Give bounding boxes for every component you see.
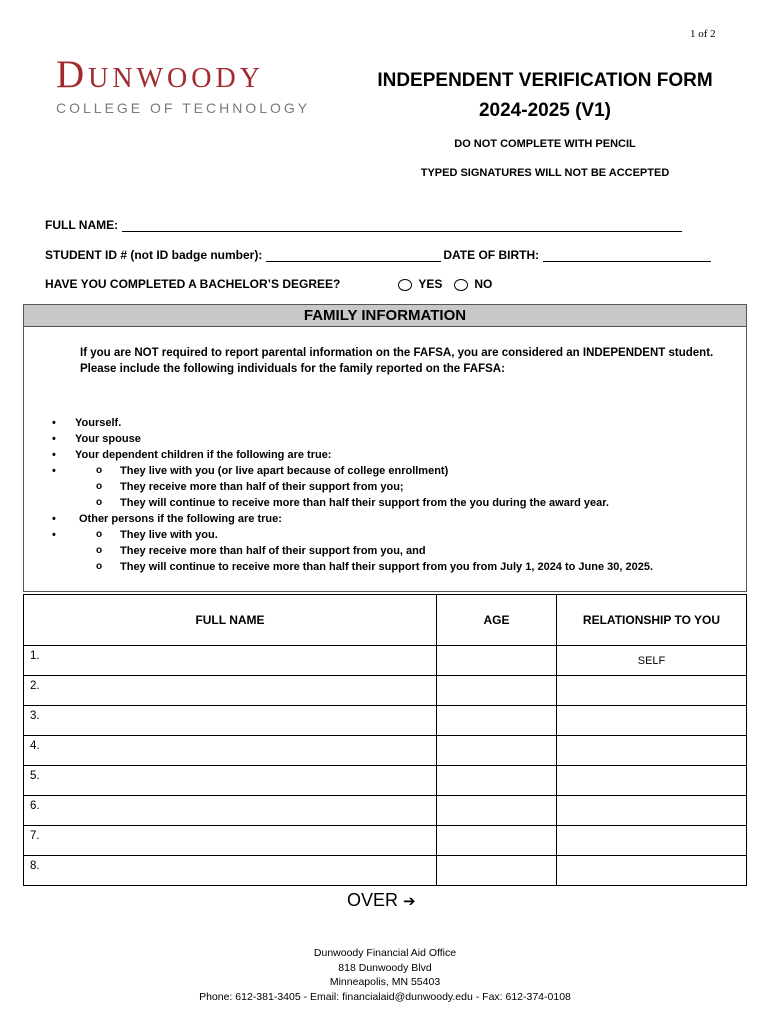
children-sublist xyxy=(48,463,738,511)
table-row xyxy=(24,766,747,796)
footer-address: 818 Dunwoody Blvd xyxy=(338,961,432,974)
table-header-row xyxy=(24,595,747,646)
table-row xyxy=(24,826,747,856)
row-relationship-cell[interactable] xyxy=(557,826,747,856)
row-number: 8. xyxy=(30,860,40,872)
student-id-field[interactable] xyxy=(266,249,441,262)
table-row xyxy=(24,856,747,886)
table-row xyxy=(24,706,747,736)
yes-label: YES xyxy=(418,277,443,291)
no-label: NO xyxy=(474,277,493,291)
over-label: OVER xyxy=(347,890,399,910)
degree-row xyxy=(45,277,492,291)
row-age-cell[interactable] xyxy=(437,796,557,826)
row-age-cell[interactable] xyxy=(437,676,557,706)
form-title-line1: INDEPENDENT VERIFICATION FORM xyxy=(377,70,713,91)
intro-independent: If you are NOT required to report parental information on the FAFSA, you are considered an INDEPENDENT student. xyxy=(80,347,714,359)
full-name-field[interactable] xyxy=(122,219,682,232)
row-age-cell[interactable] xyxy=(437,766,557,796)
bullet-children-text: Your dependent children if the following are true: xyxy=(75,449,332,461)
logo-wordmark xyxy=(56,53,326,96)
bullet-yourself: • Yourself. xyxy=(48,415,738,431)
family-information-section xyxy=(23,304,747,592)
logo-initial: D xyxy=(56,53,89,96)
dob-field[interactable] xyxy=(543,249,711,262)
pencil-notice: DO NOT COMPLETE WITH PENCIL xyxy=(454,138,636,150)
row-number: 1. xyxy=(30,650,40,662)
table-row xyxy=(24,796,747,826)
arrow-right-icon: ➔ xyxy=(403,893,416,910)
no-radio[interactable] xyxy=(454,279,468,291)
children-conditions xyxy=(48,463,738,511)
signature-notice: TYPED SIGNATURES WILL NOT BE ACCEPTED xyxy=(420,167,670,179)
header-full-name: FULL NAME xyxy=(24,595,437,646)
dob-label: DATE OF BIRTH: xyxy=(443,248,540,262)
row-full-name-cell[interactable] xyxy=(24,826,437,856)
row-number: 4. xyxy=(30,740,40,752)
row-full-name-cell[interactable] xyxy=(24,736,437,766)
other-condition: o They receive more than half of their support from you, and xyxy=(48,543,738,559)
children-condition: o • They live with you (or live apart because of college enrollment) xyxy=(48,463,738,479)
footer-office: Dunwoody Financial Aid Office xyxy=(313,947,457,959)
table-row xyxy=(24,736,747,766)
row-relationship-cell[interactable]: SELF xyxy=(557,646,747,676)
row-age-cell[interactable] xyxy=(437,856,557,886)
other-sublist xyxy=(48,527,738,575)
dunwoody-logo xyxy=(56,53,326,116)
footer xyxy=(0,946,770,1004)
row-full-name-cell[interactable] xyxy=(24,766,437,796)
other-conditions xyxy=(48,527,738,575)
intro-include: Please include the following individuals for the family reported on the FAFSA: xyxy=(80,363,505,375)
row-full-name-cell[interactable] xyxy=(24,796,437,826)
family-bullets xyxy=(48,415,738,575)
row-number: 5. xyxy=(30,770,40,782)
row-relationship-cell[interactable] xyxy=(557,706,747,736)
full-name-row xyxy=(45,218,682,232)
family-information-header: FAMILY INFORMATION xyxy=(24,305,746,327)
table-row xyxy=(24,676,747,706)
table-row xyxy=(24,646,747,676)
children-condition: o They receive more than half of their support from you; xyxy=(48,479,738,495)
family-intro xyxy=(80,345,745,377)
other-condition: o They will continue to receive more than half their support from you from July 1, 2024 to June 30, 2025. xyxy=(48,559,738,575)
other-condition: o • They live with you. xyxy=(48,527,738,543)
row-number: 3. xyxy=(30,710,40,722)
row-full-name-cell[interactable] xyxy=(24,676,437,706)
row-number: 6. xyxy=(30,800,40,812)
row-number: 2. xyxy=(30,680,40,692)
header-relationship: RELATIONSHIP TO YOU xyxy=(557,595,747,646)
row-age-cell[interactable] xyxy=(437,706,557,736)
page-number: 1 of 2 xyxy=(690,28,716,40)
bullet-spouse: • Your spouse xyxy=(48,431,738,447)
form-title-line2: 2024-2025 (V1) xyxy=(478,100,612,121)
bullet-children xyxy=(48,447,738,463)
full-name-label: FULL NAME: xyxy=(45,218,119,232)
row-relationship-cell[interactable] xyxy=(557,796,747,826)
form-title xyxy=(345,66,745,126)
row-full-name-cell[interactable] xyxy=(24,856,437,886)
row-relationship-cell[interactable] xyxy=(557,766,747,796)
header-age: AGE xyxy=(437,595,557,646)
row-age-cell[interactable] xyxy=(437,826,557,856)
bullet-other-persons xyxy=(48,511,738,527)
student-id-row xyxy=(45,248,711,262)
row-age-cell[interactable] xyxy=(437,646,557,676)
yes-radio[interactable] xyxy=(398,279,412,291)
bullet-other-text: Other persons if the following are true: xyxy=(79,513,282,525)
row-full-name-cell[interactable] xyxy=(24,706,437,736)
footer-city: Minneapolis, MN 55403 xyxy=(329,976,441,988)
family-members-table xyxy=(23,594,747,886)
row-relationship-cell[interactable] xyxy=(557,676,747,706)
logo-subtitle: COLLEGE OF TECHNOLOGY xyxy=(56,100,311,116)
student-id-label: STUDENT ID # (not ID badge number): xyxy=(45,248,263,262)
row-number: 7. xyxy=(30,830,40,842)
children-condition: o They will continue to receive more than half their support from the you during the award year. xyxy=(48,495,738,511)
row-relationship-cell[interactable] xyxy=(557,856,747,886)
degree-question: HAVE YOU COMPLETED A BACHELOR’S DEGREE? xyxy=(45,277,341,291)
over-indicator xyxy=(347,890,416,911)
logo-name-rest: UNWOODY xyxy=(88,63,264,94)
family-table-body xyxy=(24,646,747,886)
footer-contact: Phone: 612-381-3405 - Email: financialaid@dunwoody.edu - Fax: 612-374-0108 xyxy=(199,990,571,1003)
row-full-name-cell[interactable] xyxy=(24,646,437,676)
row-age-cell[interactable] xyxy=(437,736,557,766)
row-relationship-cell[interactable] xyxy=(557,736,747,766)
